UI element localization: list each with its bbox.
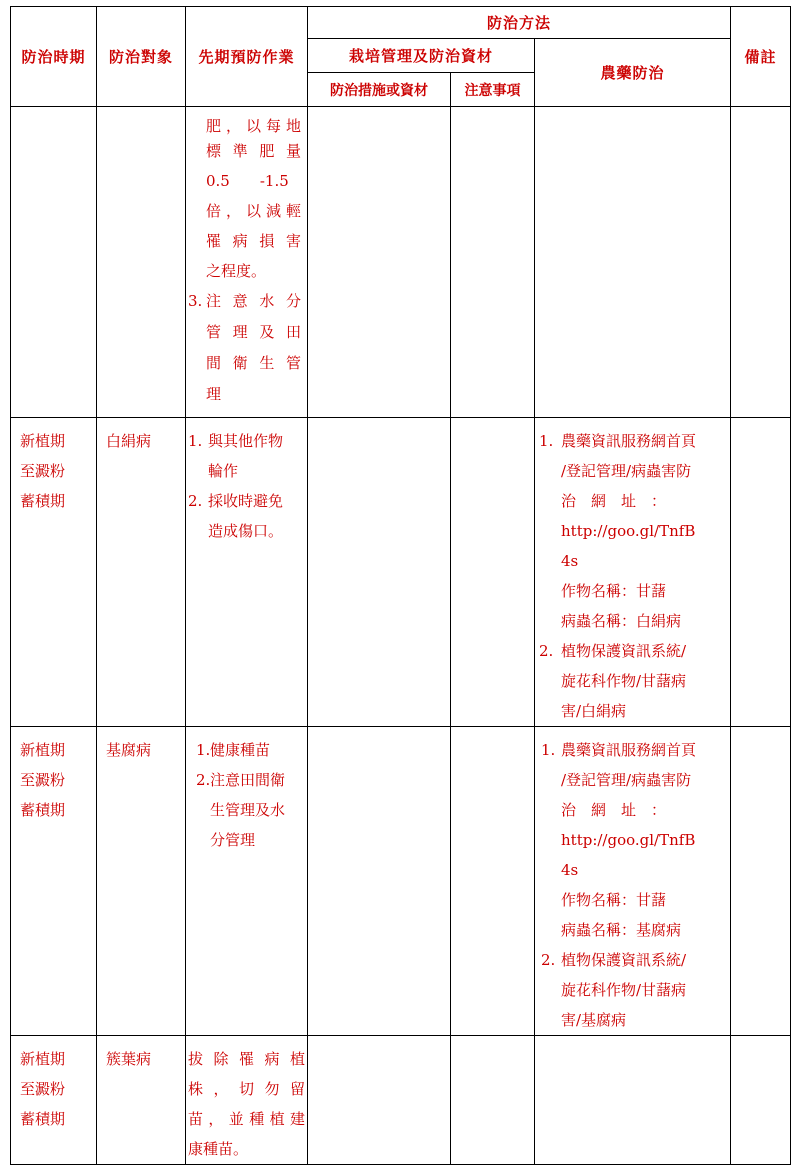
header-notes: 注意事項: [451, 73, 535, 107]
prevention-line: 苗，並種植建: [188, 1110, 305, 1128]
pesticide-line: 農藥資訊服務網首頁: [561, 432, 697, 450]
cell-target: [97, 418, 186, 727]
prevention-line: 之程度。: [206, 262, 267, 280]
period-line: 新植期: [20, 1050, 66, 1068]
list-number: 2.: [188, 492, 203, 510]
prevention-line: 標準肥量: [206, 142, 301, 160]
list-number: 1.: [188, 432, 203, 450]
prevention-line: 與其他作物: [208, 432, 284, 450]
pesticide-line: 旋花科作物/甘藷病: [561, 981, 687, 999]
prevention-line: 管理及田: [206, 323, 301, 341]
pesticide-line: 害/基腐病: [561, 1011, 627, 1029]
prevention-line: 注意田間衛: [210, 771, 286, 789]
pesticide-line: 農藥資訊服務網首頁: [561, 741, 697, 759]
prevention-line: 肥，以每地: [206, 117, 301, 135]
list-number: 2.: [539, 642, 554, 660]
prevention-line: 造成傷口。: [208, 522, 284, 540]
cell-notes: [451, 1036, 535, 1165]
cell-prevention: [186, 107, 308, 418]
period-line: 至澱粉: [20, 771, 66, 789]
cell-pesticide: [535, 1036, 731, 1165]
pesticide-line: 植物保護資訊系統/: [561, 951, 687, 969]
list-number: 2.: [196, 771, 211, 789]
cell-remarks: [731, 418, 791, 727]
cell-remarks: [731, 727, 791, 1036]
pesticide-line: 作物名稱：甘藷: [561, 891, 667, 909]
table-row-continuation: [11, 107, 791, 418]
link-url[interactable]: http://goo.gl/TnfB: [561, 831, 696, 849]
cell-target: [97, 1036, 186, 1165]
prevention-line: 0.5 -1.5: [206, 172, 289, 190]
cell-measures: [308, 727, 451, 1036]
period-line: 蓄積期: [20, 1110, 66, 1128]
list-number: 3.: [188, 292, 203, 310]
cell-prevention: [186, 727, 308, 1036]
list-number: 1.: [196, 741, 211, 759]
pesticide-line: 病蟲名稱：基腐病: [561, 921, 682, 939]
pesticide-line: /登記管理/病蟲害防: [561, 771, 692, 789]
cell-measures: [308, 107, 451, 418]
prevention-line: 株，切勿留: [188, 1080, 305, 1098]
prevention-line: 倍，以減輕: [206, 202, 301, 220]
target-label: 簇葉病: [106, 1050, 152, 1068]
prevention-line: 注意水分: [206, 292, 301, 310]
header-measures: 防治措施或資材: [308, 73, 451, 107]
period-line: 新植期: [20, 741, 66, 759]
cell-remarks: [731, 107, 791, 418]
list-number: 1.: [541, 741, 556, 759]
list-number: 1.: [539, 432, 554, 450]
cell-target: [97, 107, 186, 418]
header-target: 防治對象: [97, 7, 186, 107]
pesticide-line: 植物保護資訊系統/: [561, 642, 687, 660]
link-url-cont[interactable]: 4s: [561, 552, 579, 570]
prevention-line: 健康種苗: [210, 741, 271, 759]
pesticide-line: 作物名稱：甘藷: [561, 582, 667, 600]
target-label: 白絹病: [106, 432, 152, 450]
link-url[interactable]: http://goo.gl/TnfB: [561, 522, 696, 540]
period-line: 至澱粉: [20, 1080, 66, 1098]
table-row: [11, 418, 791, 727]
list-number: 2.: [541, 951, 556, 969]
header-pesticide: 農藥防治: [535, 39, 731, 107]
prevention-line: 生管理及水: [210, 801, 286, 819]
period-line: 至澱粉: [20, 462, 66, 480]
pesticide-line: 治 網 址 ：: [561, 801, 667, 819]
cell-notes: [451, 727, 535, 1036]
pesticide-line: 旋花科作物/甘藷病: [561, 672, 687, 690]
prevention-line: 採收時避免: [208, 492, 284, 510]
period-line: 蓄積期: [20, 801, 66, 819]
target-label: 基腐病: [106, 741, 152, 759]
cell-notes: [451, 107, 535, 418]
cell-pesticide: [535, 418, 731, 727]
cell-period: [11, 107, 97, 418]
cell-remarks: [731, 1036, 791, 1165]
prevention-line: 輪作: [208, 462, 239, 480]
header-period: 防治時期: [11, 7, 97, 107]
period-line: 蓄積期: [20, 492, 66, 510]
pest-control-table: [10, 6, 791, 1165]
prevention-line: 罹病損害: [206, 232, 301, 250]
cell-prevention: [186, 1036, 308, 1165]
header-remarks: 備註: [731, 7, 791, 107]
pesticide-line: 病蟲名稱：白絹病: [561, 612, 682, 630]
prevention-line: 拔除罹病植: [188, 1050, 305, 1068]
link-url-cont[interactable]: 4s: [561, 861, 579, 879]
prevention-line: 理: [206, 385, 222, 403]
prevention-line: 分管理: [210, 831, 256, 849]
prevention-line: 康種苗。: [188, 1140, 249, 1158]
cell-pesticide: [535, 727, 731, 1036]
pesticide-line: /登記管理/病蟲害防: [561, 462, 692, 480]
cell-period: [11, 418, 97, 727]
header-cultivation: 栽培管理及防治資材: [308, 39, 535, 73]
cell-pesticide: [535, 107, 731, 418]
cell-prevention: [186, 418, 308, 727]
pesticide-line: 害/白絹病: [561, 702, 627, 720]
pesticide-line: 治 網 址 ：: [561, 492, 667, 510]
prevention-line: 間衛生管: [206, 354, 301, 372]
header-prevention: 先期預防作業: [186, 7, 308, 107]
period-line: 新植期: [20, 432, 66, 450]
cell-measures: [308, 1036, 451, 1165]
table-row: [11, 727, 791, 1036]
table-row: [11, 1036, 791, 1165]
cell-measures: [308, 418, 451, 727]
header-method: 防治方法: [308, 7, 731, 39]
cell-notes: [451, 418, 535, 727]
cell-period: [11, 1036, 97, 1165]
cell-target: [97, 727, 186, 1036]
cell-period: [11, 727, 97, 1036]
